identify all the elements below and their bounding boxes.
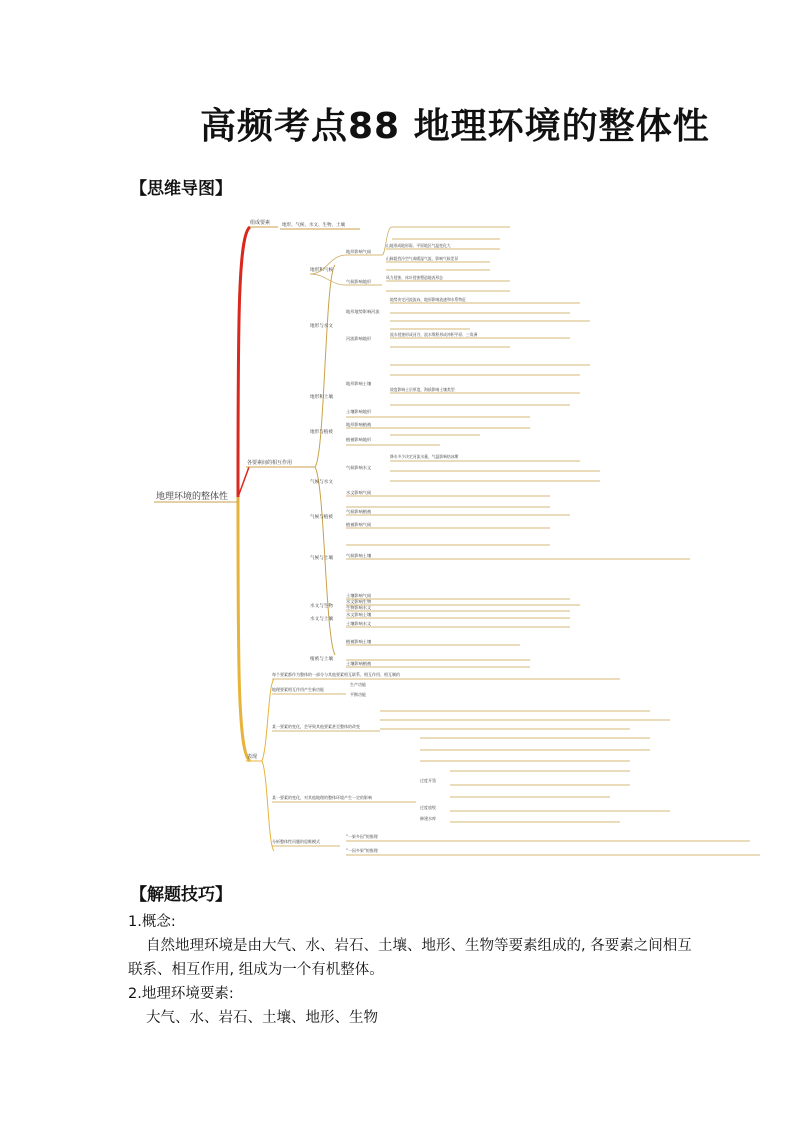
skills-item2-label: 2.地理环境要素: — [128, 986, 234, 1002]
page-title: 高频考点88 地理环境的整体性 — [200, 106, 710, 147]
mm-perf-2: 地理要素相互作用产生新功能 — [272, 687, 324, 692]
mind-map — [150, 205, 770, 865]
mm-leaf: 生物影响水文 — [346, 605, 372, 610]
mm-sub-terrain-climate: 地形和气候 — [310, 268, 333, 273]
mm-leaf: 地形影响气候 — [346, 249, 372, 254]
mm-detail: 降水多少决定河流水量，气温影响结冰期 — [390, 454, 459, 459]
mm-leaf: 土壤影响气候 — [346, 593, 372, 598]
mm-branch — [315, 467, 335, 655]
mm-sub-water-bio: 水文与生物 — [310, 604, 333, 609]
mm-detail: 地势决定河流流向，地形影响流速和水系特征 — [390, 297, 466, 302]
mm-sub-terrain-soil: 地形和土壤 — [310, 395, 333, 400]
mm-composition-label: 组成要素 — [250, 220, 271, 226]
skills-item2-text: 大气、水、岩石、土壤、地形、生物 — [146, 1010, 378, 1026]
mm-leaf: 土壤影响地形 — [346, 409, 372, 414]
mm-leaf: 地形地势影响河流 — [346, 309, 380, 314]
skills-item1-text: 自然地理环境是由大气、水、岩石、土壤、地形、生物等要素组成的, 各要素之间相互联系、相互作用, 组成为一个有机整体。 — [128, 938, 692, 978]
mm-perf-3: 某一要素的变化，会导致其他要素甚至整体的改变 — [272, 724, 360, 729]
mm-detail: 流水侵蚀形成河谷，流水堆积形成冲积平原、三角洲 — [390, 332, 478, 337]
mm-leaf: 植被影响土壤 — [346, 639, 372, 644]
mm-root: 地理环境的整体性 — [156, 492, 229, 502]
mm-detail: 山脉阻挡冷空气或暖湿气流，影响气候差异 — [386, 256, 459, 261]
mm-leaf: 气候影响水文 — [346, 465, 372, 470]
mm-sub-climate-water: 气候与水文 — [310, 480, 333, 485]
mm-leaf: 过度开垦 — [420, 778, 436, 783]
mm-leaf: 植被影响气候 — [346, 522, 372, 527]
mm-sub-climate-soil: 气候与土壤 — [310, 556, 333, 561]
mm-leaf: 水文影响土壤 — [346, 612, 372, 617]
mm-perf-4: 某一要素的变化，对其他地理的整体环境产生一定的影响 — [272, 795, 372, 800]
mm-sub-water-soil: 水文与土壤 — [310, 617, 333, 622]
mm-leaf: 水文影响气候 — [346, 490, 372, 495]
mm-leaf: 过度放牧 — [420, 805, 436, 810]
mm-perf-5: 分析整体性问题的思维模式 — [272, 839, 320, 844]
mm-trunk-top — [238, 227, 250, 497]
mm-leaf: 土壤影响植被 — [346, 661, 372, 666]
mm-branch — [315, 265, 335, 467]
mm-perf-1: 每个要素都作为整体的一部分与其他要素相互联系、相互作用、相互制约 — [272, 672, 400, 677]
mm-leaf: 生产功能 — [350, 682, 366, 687]
mm-sub-climate-veg: 气候与植被 — [310, 515, 333, 520]
mm-leaf: 地形影响土壤 — [346, 381, 372, 386]
mm-sub-terrain-veg: 地形与植被 — [310, 430, 333, 435]
skills-heading: 【解题技巧】 — [130, 885, 232, 905]
mm-leaf: 地形影响植被 — [346, 422, 372, 427]
mm-interaction-label: 各要素间的相互作用 — [247, 460, 293, 466]
mm-composition-items: 地形、气候、水文、生物、土壤 — [282, 223, 345, 228]
mm-leaf: 平衡功能 — [350, 692, 366, 697]
mm-leaf: 河流影响地形 — [346, 336, 372, 341]
mm-detail: 风力侵蚀、冰川侵蚀塑造地表形态 — [386, 275, 443, 280]
mm-leaf: 土壤影响水文 — [346, 621, 372, 626]
mm-leaf: "一果多因"的推理 — [346, 834, 378, 839]
mm-leaf: 修建水库 — [420, 816, 436, 821]
mm-leaf: 植被影响地形 — [346, 437, 372, 442]
mm-link — [238, 467, 249, 497]
mm-detail: 山地形成地形雨、平原地区气温变化大 — [386, 243, 451, 248]
mm-leaf: 水文影响生物 — [346, 599, 372, 604]
mm-leaf: "一因多果"的推理 — [346, 848, 378, 853]
mm-line — [382, 227, 392, 255]
skills-item1-label: 1.概念: — [128, 914, 176, 930]
mm-branch — [262, 761, 274, 851]
mm-sub-veg-soil: 植被与土壤 — [310, 657, 333, 662]
mm-detail: 坡度影响土层厚度，海拔影响土壤类型 — [390, 387, 455, 392]
mm-leaf: 气候影响植被 — [346, 509, 372, 514]
mm-leaf: 气候影响土壤 — [346, 553, 372, 558]
mm-leaf: 气候影响地形 — [346, 279, 372, 284]
mm-trunk-bottom — [238, 497, 250, 761]
mm-performance-label: 表现 — [247, 754, 258, 760]
mm-line — [310, 274, 346, 285]
mm-sub-terrain-water: 地形与水文 — [310, 324, 333, 329]
mindmap-heading: 【思维导图】 — [130, 179, 232, 199]
